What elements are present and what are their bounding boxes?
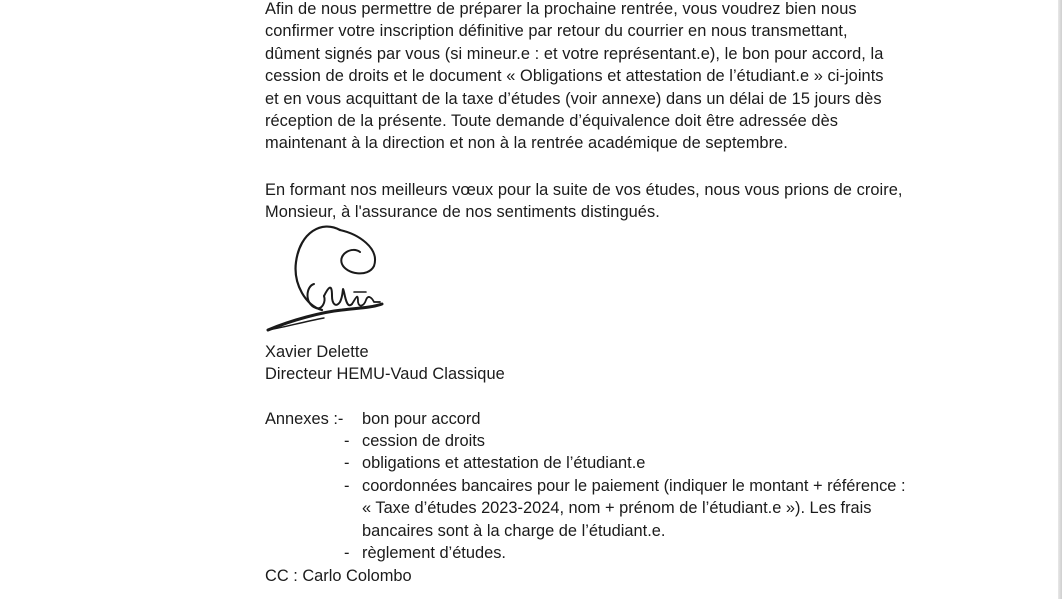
- annex-text: coordonnées bancaires pour le paiement (indiquer le montant + référence :: [362, 476, 906, 495]
- dash-bullet: -: [344, 432, 350, 450]
- annex-text: « Taxe d’études 2023-2024, nom + prénom de l’étudiant.e »). Les frais: [362, 499, 872, 518]
- paragraph-registration-instructions: [265, 0, 995, 155]
- signer-block: [265, 341, 995, 386]
- annex-text: obligations et attestation de l’étudiant.e: [362, 454, 646, 473]
- text-line: cession de droits et le document « Obligations et attestation de l’étudiant.e » ci-joints: [265, 67, 884, 86]
- dash-bullet: -: [344, 544, 350, 563]
- text-line: confirmer votre inscription définitive par retour du courrier en nous transmettant,: [265, 22, 848, 41]
- signer-name: Xavier Delette: [265, 343, 369, 361]
- annex-text: cession de droits: [362, 432, 485, 450]
- text-line: et en vous acquittant de la taxe d’études (voir annexe) dans un délai de 15 jours dès: [265, 89, 882, 108]
- annex-text: règlement d’études.: [362, 544, 506, 563]
- page-edge-shadow: [1058, 0, 1062, 599]
- text-line: maintenant à la direction et non à la rentrée académique de septembre.: [265, 134, 788, 153]
- dash-bullet: -: [344, 454, 350, 473]
- annexes-list: [344, 430, 906, 564]
- list-item: [344, 542, 906, 564]
- carbon-copy-line: CC : Carlo Colombo: [265, 567, 412, 585]
- signer-title: Directeur HEMU-Vaud Classique: [265, 365, 505, 384]
- text-line: dûment signés par vous (si mineur.e : et votre représentant.e), le bon pour accord, la: [265, 44, 884, 63]
- text-line: En formant nos meilleurs vœux pour la suite de vos études, nous vous prions de croire,: [265, 181, 903, 199]
- list-item: [344, 430, 906, 452]
- annexes-label: Annexes :-: [265, 410, 344, 428]
- annex-text: bancaires sont à la charge de l’étudiant.e.: [362, 521, 666, 540]
- text-line: Afin de nous permettre de préparer la prochaine rentrée, vous voudrez bien nous: [265, 0, 857, 18]
- handwritten-signature-icon: [262, 222, 392, 338]
- annex-item-first: bon pour accord: [362, 410, 481, 428]
- list-item: [344, 475, 906, 542]
- text-line: Monsieur, à l'assurance de nos sentiments distingués.: [265, 203, 660, 222]
- list-item: [344, 452, 906, 474]
- text-line: réception de la présente. Toute demande d’équivalence doit être adressée dès: [265, 112, 839, 131]
- dash-bullet: -: [344, 476, 350, 495]
- paragraph-closing-formula: [265, 179, 995, 224]
